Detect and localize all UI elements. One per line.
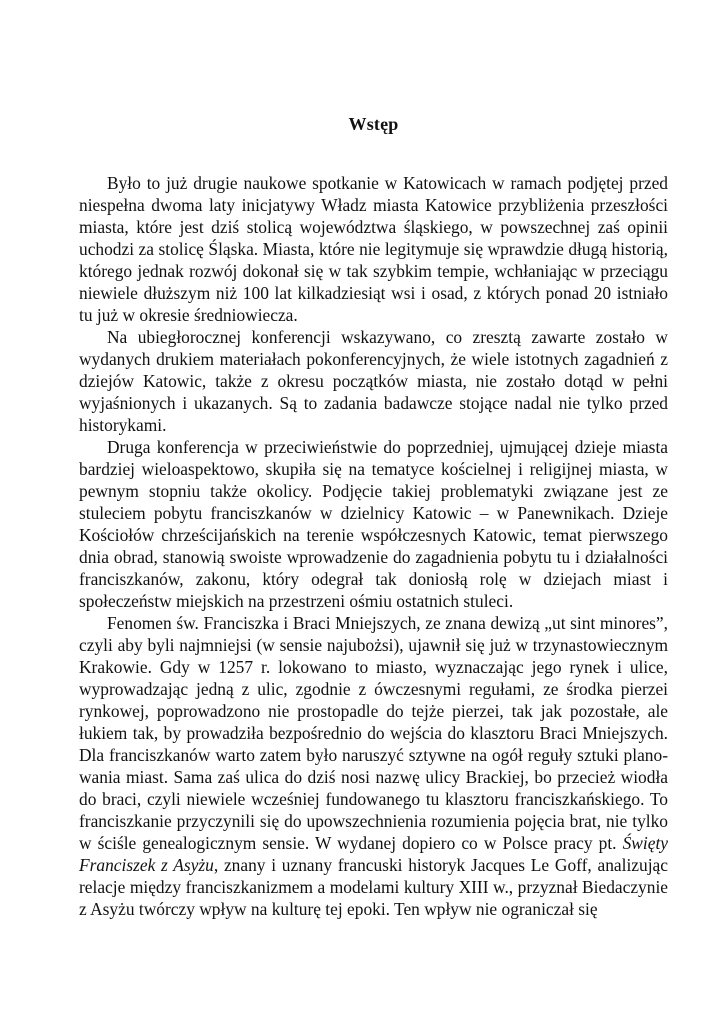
paragraph-2: Na ubiegłorocznej konferencji wskazywano, co zresztą zawarte zostało w wydanych drukiem materiałach pokonferencyjnych, że wiele istotnych zagadnień z dziejów Katowic, także z okresu początków miasta, nie zostało dotąd w pełni wyjaśnionych i ukazanych. Są to zadania badawcze stojące nadal nie tylko przed historykami. bbox=[79, 327, 668, 435]
document-body bbox=[79, 172, 668, 920]
paragraph-3: Druga konferencja w przeciwieństwie do poprzedniej, ujmującej dzieje miasta bardziej wieloaspektowo, skupiła się na tematyce kościelnej i religijnej miasta, w pewnym stopniu także okolicy. Podjęcie takiej problematyki związane jest ze stuleciem pobytu franciszkanów w dzielnicy Katowic – w Panewnikach. Dzieje Kościołów chrześcijańskich na terenie współczesnych Katowic, temat pierwszego dnia obrad, stanowią swoiste wprowadzenie do zagadnienia pobytu tu i działalności franciszkanów, zakonu, który odegrał tak doniosłą rolę w dziejach miast i społeczeństw miejskich na przestrzeni ośmiu ostatnich stuleci. bbox=[79, 437, 668, 611]
paragraph-4-text-before: Fenomen św. Franciszka i Braci Mniejszych, ze znana dewizą „ut sint minores”, czyli aby byli najmniejsi (w sensie najubożsi), ujawnił się już w trzynastowiecznym Krakowie. Gdy w 1257 r. lokowano to miasto, wyznaczając jego rynek i ulice, wyprowadzając jedną z ulic, zgodnie z ówczesnymi regułami, ze środka pierzei rynkowej, poprowadzono nie prostopadle do tejże pierzei, tak jak pozostałe, ale łukiem tak, by prowadziła bezpośrednio do wejścia do klasztoru Braci Mniejszych. Dla franciszkanów warto zatem było naruszyć sztywne na ogół reguły sztuki planowania miast. Sama zaś ulica do dziś nosi nazwę ulicy Brackiej, bo przecież wiodła do braci, czyli niewiele wcześniej fundowanego tu klasztoru franciszkańskiego. To franciszkanie przyczynili się do upowszechnienia rozumienia pojęcia brat, nie tylko w ściśle genealogicznym sensie. W wydanej dopiero co w Polsce pracy pt. bbox=[79, 613, 668, 853]
paragraph-4 bbox=[79, 612, 668, 920]
paragraph-4-text-after: , znany i uznany francuski historyk Jacques Le Goff, analizując relacje między franciszkanizmem a modelami kultury XIII w., przyznał Biedaczynie z Asyżu twórczy wpływ na kulturę tej epoki. Ten wpływ nie ograniczał się bbox=[79, 855, 668, 919]
paragraph-1: Było to już drugie naukowe spotkanie w Katowicach w ramach podjętej przed niespełna dwoma laty inicjatywy Władz miasta Katowice przybliżenia przeszłości miasta, które jest dziś stolicą województwa śląskiego, w powszechnej zaś opinii uchodzi za stolicę Śląska. Miasta, które nie legitymuje się wprawdzie długą historią, którego jednak rozwój dokonał się w tak szybkim tempie, wchłaniając w przeciągu niewiele dłuższym niż 100 lat kilkadziesiąt wsi i osad, z których ponad 20 istniało tu już w okresie średniowiecza. bbox=[79, 173, 668, 325]
document-page bbox=[79, 112, 668, 920]
page-title: Wstęp bbox=[348, 114, 399, 134]
book-title: Święty Franciszek z Asyżu bbox=[79, 833, 668, 875]
